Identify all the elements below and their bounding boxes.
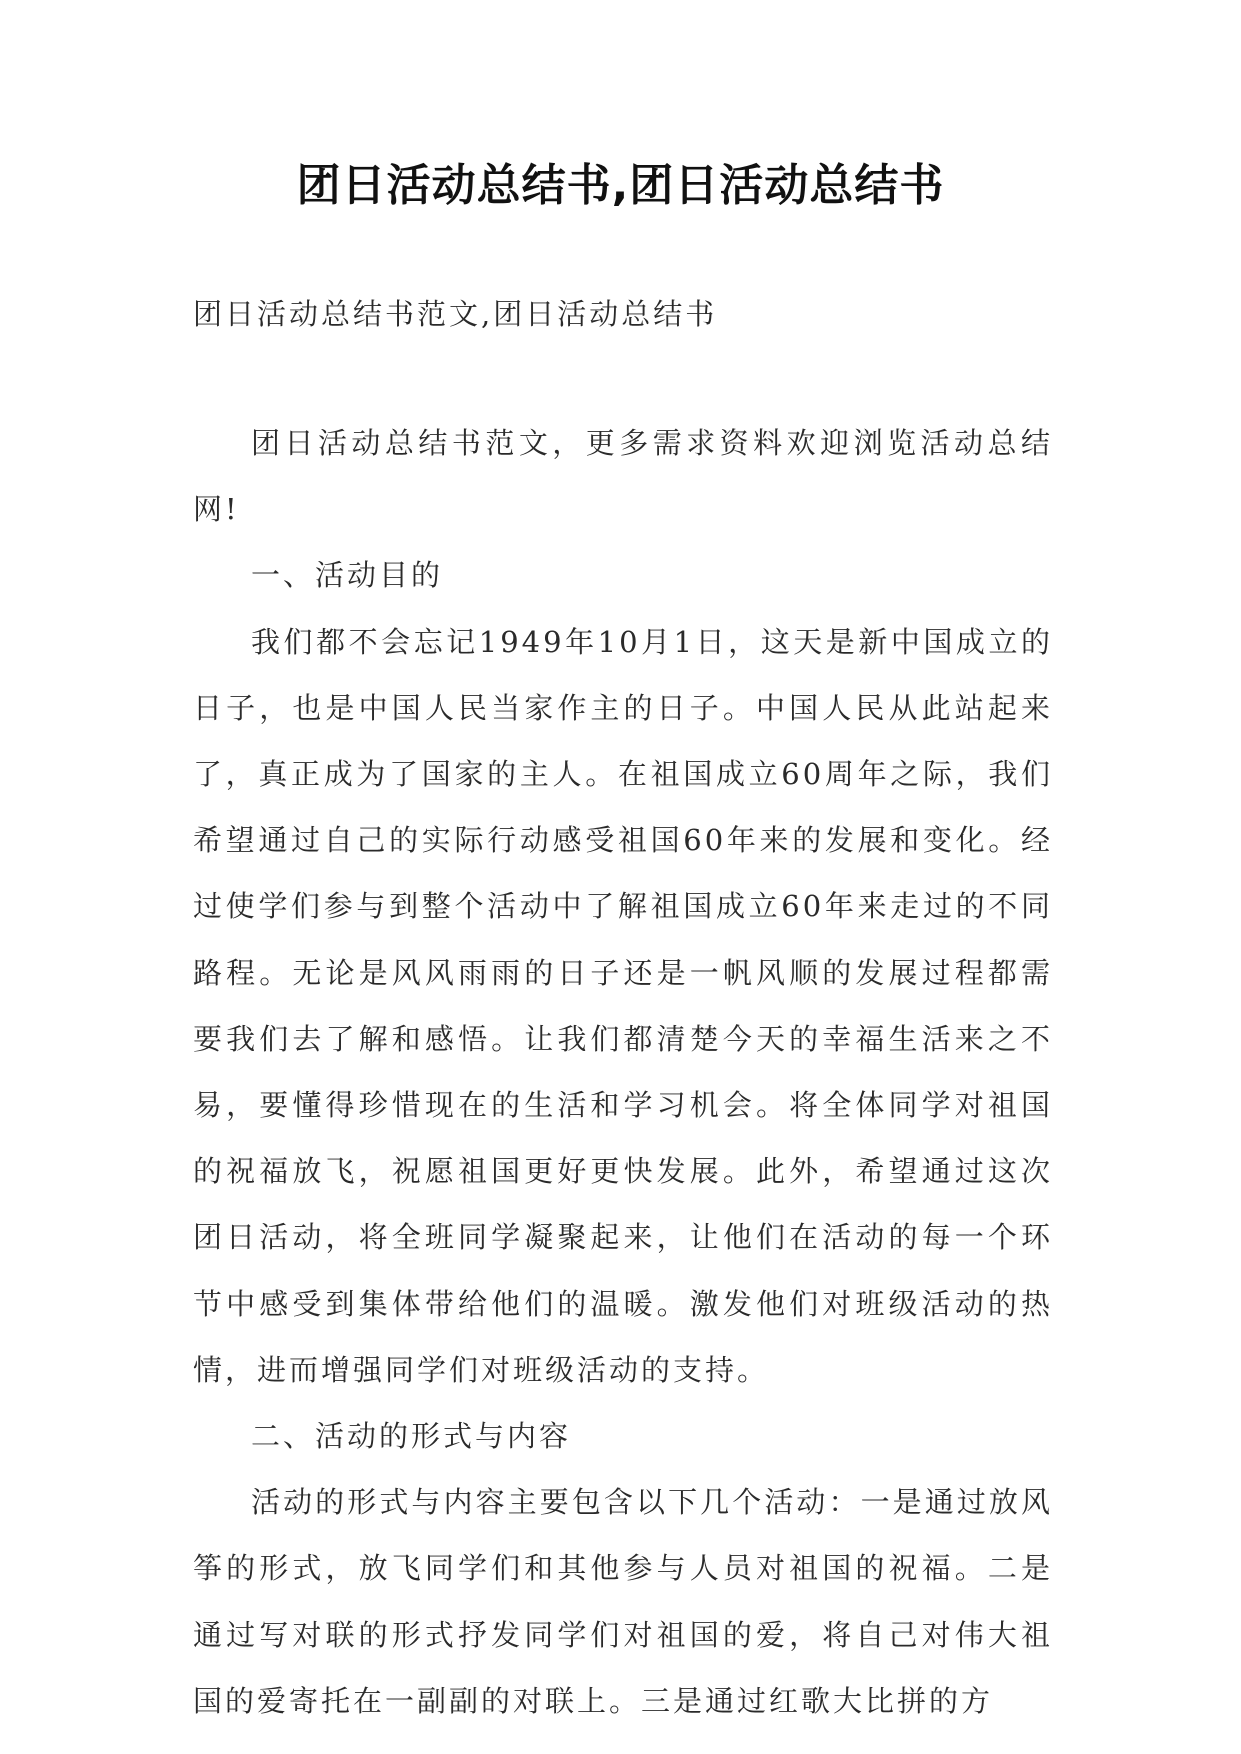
section-heading-form-content: 二、活动的形式与内容 xyxy=(251,1419,572,1454)
document-subtitle: 团日活动总结书范文,团日活动总结书 xyxy=(193,297,718,331)
form-content-paragraph: 活动的形式与内容主要包含以下几个活动：一是通过放风筝的形式，放飞同学们和其他参与人员对祖国的祝福。二是通过写对联的形式抒发同学们对祖国的爱，将自己对伟大祖国的爱寄托在一副副的对联上。三是通过红歌大比拼的方 xyxy=(193,1485,1053,1718)
purpose-paragraph: 我们都不会忘记1949年10月1日，这天是新中国成立的日子，也是中国人民当家作主的日子。中国人民从此站起来了，真正成为了国家的主人。在祖国成立60周年之际，我们希望通过自己的实际行动感受祖国60年来的发展和变化。经过使学们参与到整个活动中了解祖国成立60年来走过的不同路程。无论是风风雨雨的日子还是一帆风顺的发展过程都需要我们去了解和感悟。让我们都清楚今天的幸福生活来之不易，要懂得珍惜现在的生活和学习机会。将全体同学对祖国的祝福放飞，祝愿祖国更好更快发展。此外，希望通过这次团日活动，将全班同学凝聚起来，让他们在活动的每一个环节中感受到集体带给他们的温暖。激发他们对班级活动的热情，进而增强同学们对班级活动的支持。 xyxy=(193,624,1053,1387)
section-heading-purpose: 一、活动目的 xyxy=(251,558,444,593)
intro-paragraph: 团日活动总结书范文，更多需求资料欢迎浏览活动总结网! xyxy=(193,426,1053,527)
document-title: 团日活动总结书,团日活动总结书 xyxy=(296,160,945,211)
document-body xyxy=(193,410,1053,1734)
